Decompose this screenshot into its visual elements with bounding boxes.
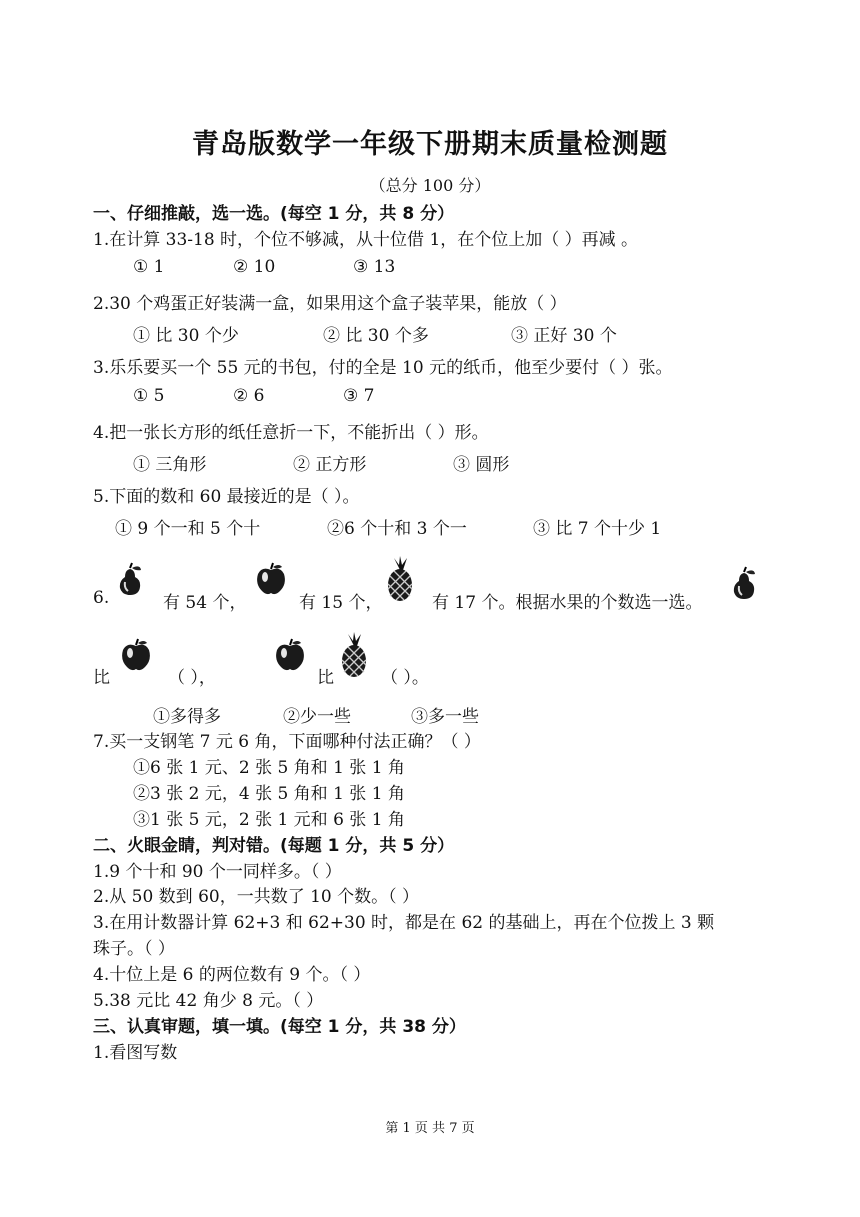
q1-option-1[interactable]: ① 1 — [133, 257, 165, 277]
q3-option-1[interactable]: ① 5 — [133, 386, 165, 406]
question-3: 3.乐乐要买一个 55 元的书包，付的全是 10 元的纸币，他至少要付（ ）张。 — [93, 358, 673, 378]
question-1: 1.在计算 33-18 时，个位不够减，从十位借 1，在个位上加（ ）再减 。 — [93, 230, 639, 250]
section-1-heading: 一、仔细推敲，选一选。(每空 1 分，共 8 分） — [93, 204, 455, 224]
apple-icon — [273, 638, 307, 674]
compare-word-2: 比 — [317, 668, 334, 688]
q3-option-2[interactable]: ② 6 — [233, 386, 265, 406]
judge-item-4: 4.十位上是 6 的两位数有 9 个。（ ） — [93, 965, 371, 985]
q2-option-3[interactable]: ③ 正好 30 个 — [511, 326, 617, 346]
q6-option-2[interactable]: ②少一些 — [283, 707, 351, 727]
pear-icon — [728, 566, 762, 602]
pear-icon — [114, 562, 148, 598]
section-2-heading: 二、火眼金睛，判对错。(每题 1 分，共 5 分） — [93, 836, 455, 856]
q7-option-1[interactable]: ①6 张 1 元、2 张 5 角和 1 张 1 角 — [133, 758, 405, 778]
question-5: 5.下面的数和 60 最接近的是（ ）。 — [93, 487, 360, 507]
q7-option-2[interactable]: ②3 张 2 元，4 张 5 角和 1 张 1 角 — [133, 784, 405, 804]
judge-item-5: 5.38 元比 42 角少 8 元。（ ） — [93, 991, 324, 1011]
answer-blank-2[interactable]: （ ）。 — [381, 668, 429, 688]
compare-word-1: 比 — [93, 668, 110, 688]
q6-option-1[interactable]: ①多得多 — [153, 707, 221, 727]
question-6-number: 6. — [93, 588, 110, 608]
q4-option-3[interactable]: ③ 圆形 — [453, 455, 510, 475]
judge-item-3: 3.在用计数器计算 62+3 和 62+30 时，都是在 62 的基础上，再在个位拨上 3 颗 — [93, 913, 715, 933]
q6-option-3[interactable]: ③多一些 — [411, 707, 479, 727]
judge-item-1: 1.9 个十和 90 个一同样多。（ ） — [93, 862, 342, 882]
q4-option-1[interactable]: ① 三角形 — [133, 455, 207, 475]
q2-option-1[interactable]: ① 比 30 个少 — [133, 326, 239, 346]
pear-count: 有 54 个， — [163, 593, 247, 613]
pineapple-count: 有 17 个。根据水果的个数选一选。 — [432, 593, 703, 613]
q3-option-3[interactable]: ③ 7 — [343, 386, 375, 406]
q1-option-2[interactable]: ② 10 — [233, 257, 276, 277]
fill-item-1: 1.看图写数 — [93, 1043, 178, 1063]
q5-option-2[interactable]: ②6 个十和 3 个一 — [327, 519, 467, 539]
answer-blank-1[interactable]: （ ）， — [168, 668, 216, 688]
apple-count: 有 15 个， — [299, 593, 383, 613]
q7-option-3[interactable]: ③1 张 5 元，2 张 1 元和 6 张 1 角 — [133, 810, 405, 830]
section-3-heading: 三、认真审题，填一填。(每空 1 分，共 38 分） — [93, 1017, 466, 1037]
judge-item-3-continued: 珠子。（ ） — [93, 939, 175, 959]
pineapple-icon — [382, 556, 418, 604]
question-7: 7.买一支钢笔 7 元 6 角，下面哪种付法正确？（ ） — [93, 732, 481, 752]
judge-item-2: 2.从 50 数到 60，一共数了 10 个数。（ ） — [93, 887, 420, 907]
apple-icon — [254, 562, 288, 598]
pineapple-icon — [336, 632, 372, 680]
q2-option-2[interactable]: ② 比 30 个多 — [323, 326, 429, 346]
q5-option-1[interactable]: ① 9 个一和 5 个十 — [115, 519, 261, 539]
q1-option-3[interactable]: ③ 13 — [353, 257, 396, 277]
page-title: 青岛版数学一年级下册期末质量检测题 — [192, 129, 668, 160]
q5-option-3[interactable]: ③ 比 7 个十少 1 — [533, 519, 662, 539]
apple-icon — [119, 638, 153, 674]
question-2: 2.30 个鸡蛋正好装满一盒，如果用这个盒子装苹果，能放（ ） — [93, 294, 567, 314]
page-footer: 第 1 页 共 7 页 — [385, 1121, 475, 1136]
q4-option-2[interactable]: ② 正方形 — [293, 455, 367, 475]
question-4: 4.把一张长方形的纸任意折一下，不能折出（ ）形。 — [93, 423, 489, 443]
total-score: （总分 100 分） — [369, 176, 491, 195]
